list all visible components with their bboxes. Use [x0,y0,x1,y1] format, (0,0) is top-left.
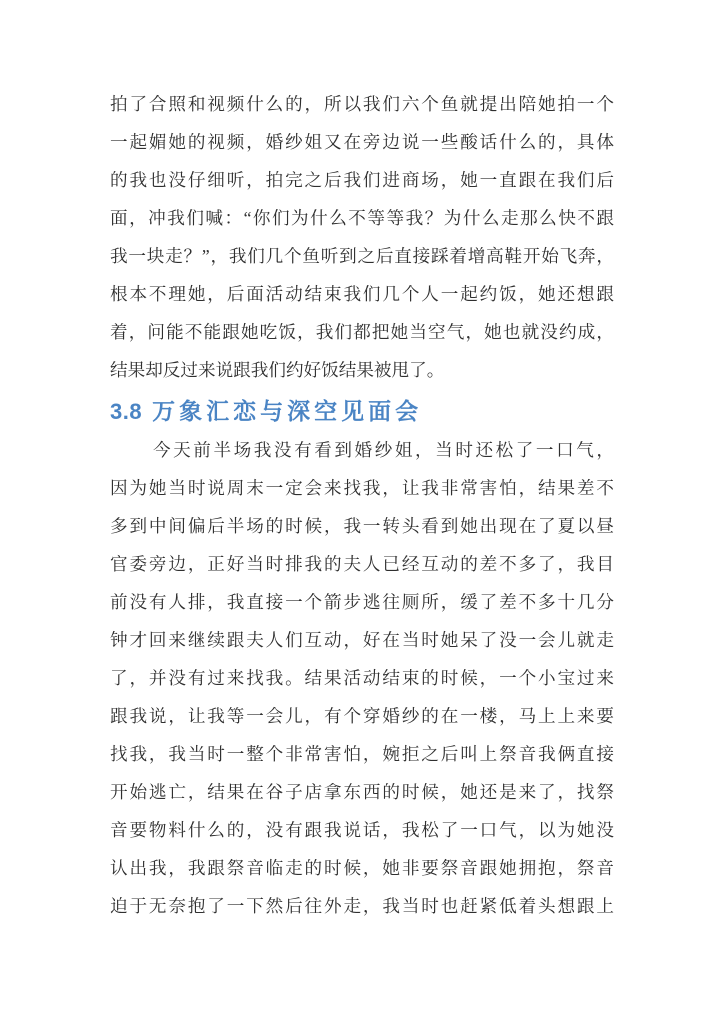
document-content [110,85,614,925]
heading-number: 3.8 [110,399,143,424]
text-line: 结果却反过来说跟我们约好饭结果被甩了。 [110,360,445,380]
text-line: 钟才回来继续跟夫人们互动，好在当时她呆了没一会儿就走 [110,630,614,650]
text-line: 迫于无奈抱了一下然后往外走，我当时也赶紧低着头想跟上 [110,896,614,916]
text-line: 的我也没仔细听，拍完之后我们进商场，她一直跟在我们后 [110,170,614,190]
paragraph-meetup [110,431,614,925]
text-line: 因为她当时说周末一定会来找我，让我非常害怕，结果差不 [110,478,614,498]
text-line: 拍了合照和视频什么的，所以我们六个鱼就提出陪她拍一个 [110,94,614,114]
text-line: 今天前半场我没有看到婚纱姐，当时还松了一口气， [153,440,614,460]
text-line: 面，冲我们喊：“你们为什么不等等我？为什么走那么快不跟 [110,208,614,228]
text-line: 根本不理她，后面活动结束我们几个人一起约饭，她还想跟 [110,284,614,304]
paragraph-continued [110,85,614,389]
text-line: 找我，我当时一整个非常害怕，婉拒之后叫上祭音我俩直接 [110,744,614,764]
text-line: 认出我，我跟祭音临走的时候，她非要祭音跟她拥抱，祭音 [110,858,614,878]
text-line: 音要物料什么的，没有跟我说话，我松了一口气，以为她没 [110,820,614,840]
text-line: 前没有人排，我直接一个箭步逃往厕所，缓了差不多十几分 [110,592,614,612]
text-line: 了，并没有过来找我。结果活动结束的时候，一个小宝过来 [110,668,614,688]
text-line: 多到中间偏后半场的时候，我一转头看到她出现在了夏以昼 [110,516,614,536]
text-line: 跟我说，让我等一会儿，有个穿婚纱的在一楼，马上上来要 [110,706,614,726]
text-line: 我一块走？”，我们几个鱼听到之后直接踩着增高鞋开始飞奔， [110,246,614,266]
section-heading [110,395,614,429]
heading-title: 万象汇恋与深空见面会 [152,399,423,424]
text-line: 着，问能不能跟她吃饭，我们都把她当空气，她也就没约成， [110,322,614,342]
text-line: 一起媚她的视频，婚纱姐又在旁边说一些酸话什么的，具体 [110,132,614,152]
text-line: 开始逃亡，结果在谷子店拿东西的时候，她还是来了，找祭 [110,782,614,802]
text-line: 官委旁边，正好当时排我的夫人已经互动的差不多了，我目 [110,554,614,574]
